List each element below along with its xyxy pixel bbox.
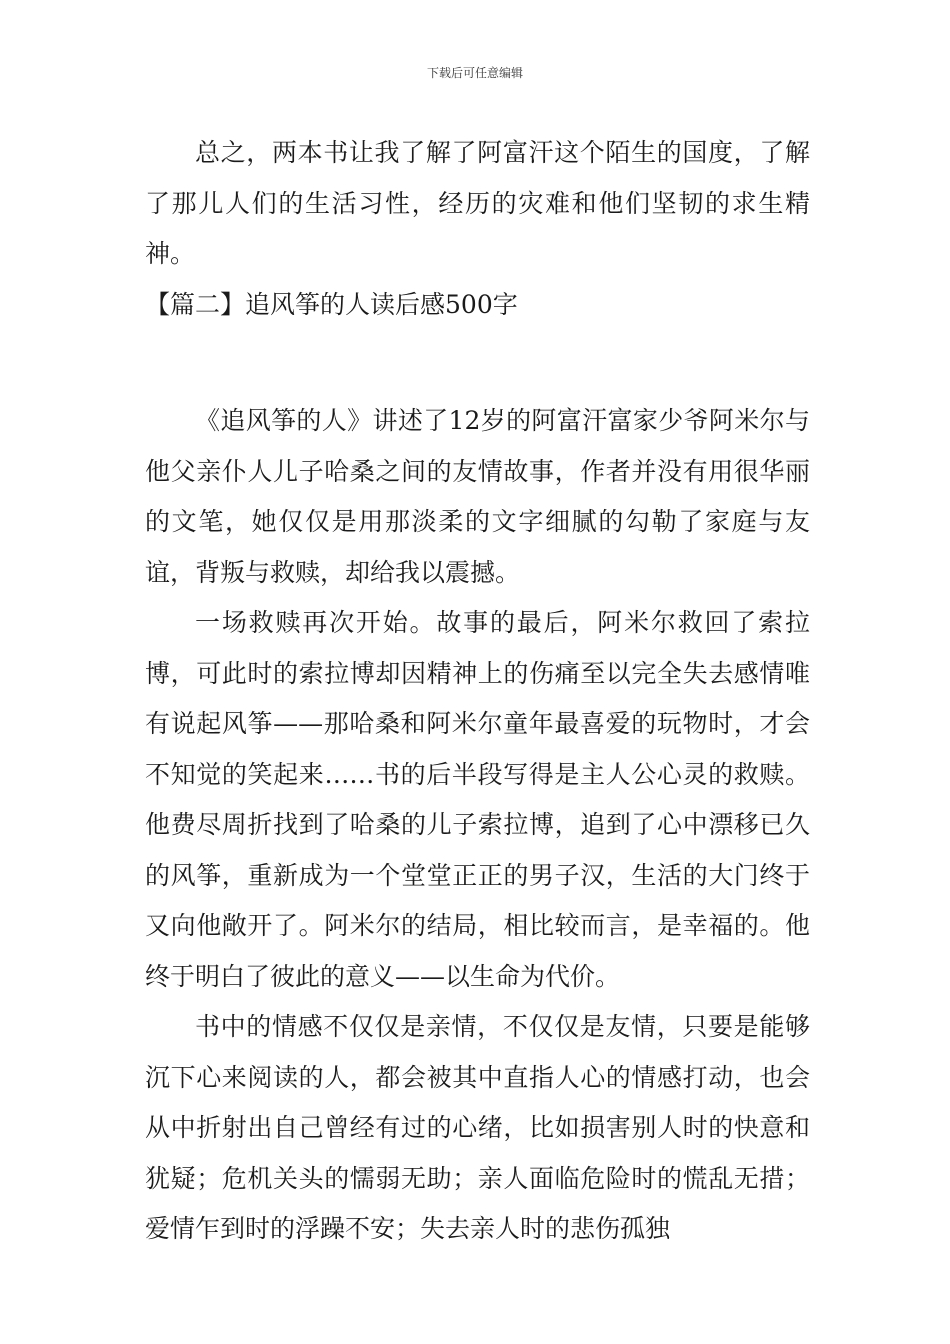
paragraph-2: 《追风筝的人》讲述了12岁的阿富汗富家少爷阿米尔与他父亲仆人儿子哈桑之间的友情故事，作者并没有用很华丽的文笔，她仅仅是用那淡柔的文字细腻的勾勒了家庭与友谊，背叛与救赎，却给我以震撼。 <box>145 406 810 587</box>
document-body <box>145 128 810 1255</box>
paragraph-4: 书中的情感不仅仅是亲情，不仅仅是友情，只要是能够沉下心来阅读的人，都会被其中直指人心的情感打动，也会从中折射出自己曾经有过的心绪，比如损害别人时的快意和犹疑；危机关头的懦弱无助；亲人面临危险时的慌乱无措；爱情乍到时的浮躁不安；失去亲人时的悲伤孤独 <box>145 1012 810 1243</box>
section-spacer <box>145 330 810 396</box>
section-heading: 【篇二】追风筝的人读后感500字 <box>145 289 518 319</box>
paragraph-1: 总之，两本书让我了解了阿富汗这个陌生的国度，了解了那儿人们的生活习性，经历的灾难和他们坚韧的求生精神。 <box>145 138 810 268</box>
paragraph-3: 一场救赎再次开始。故事的最后，阿米尔救回了索拉博，可此时的索拉博却因精神上的伤痛至以完全失去感情唯有说起风筝——那哈桑和阿米尔童年最喜爱的玩物时，才会不知觉的笑起来……书的后半段写得是主人公心灵的救赎。他费尽周折找到了哈桑的儿子索拉博，追到了心中漂移已久的风筝，重新成为一个堂堂正正的男子汉，生活的大门终于又向他敞开了。阿米尔的结局，相比较而言，是幸福的。他终于明白了彼此的意义——以生命为代价。 <box>145 608 810 991</box>
page-header: 下载后可任意编辑 <box>426 66 523 80</box>
